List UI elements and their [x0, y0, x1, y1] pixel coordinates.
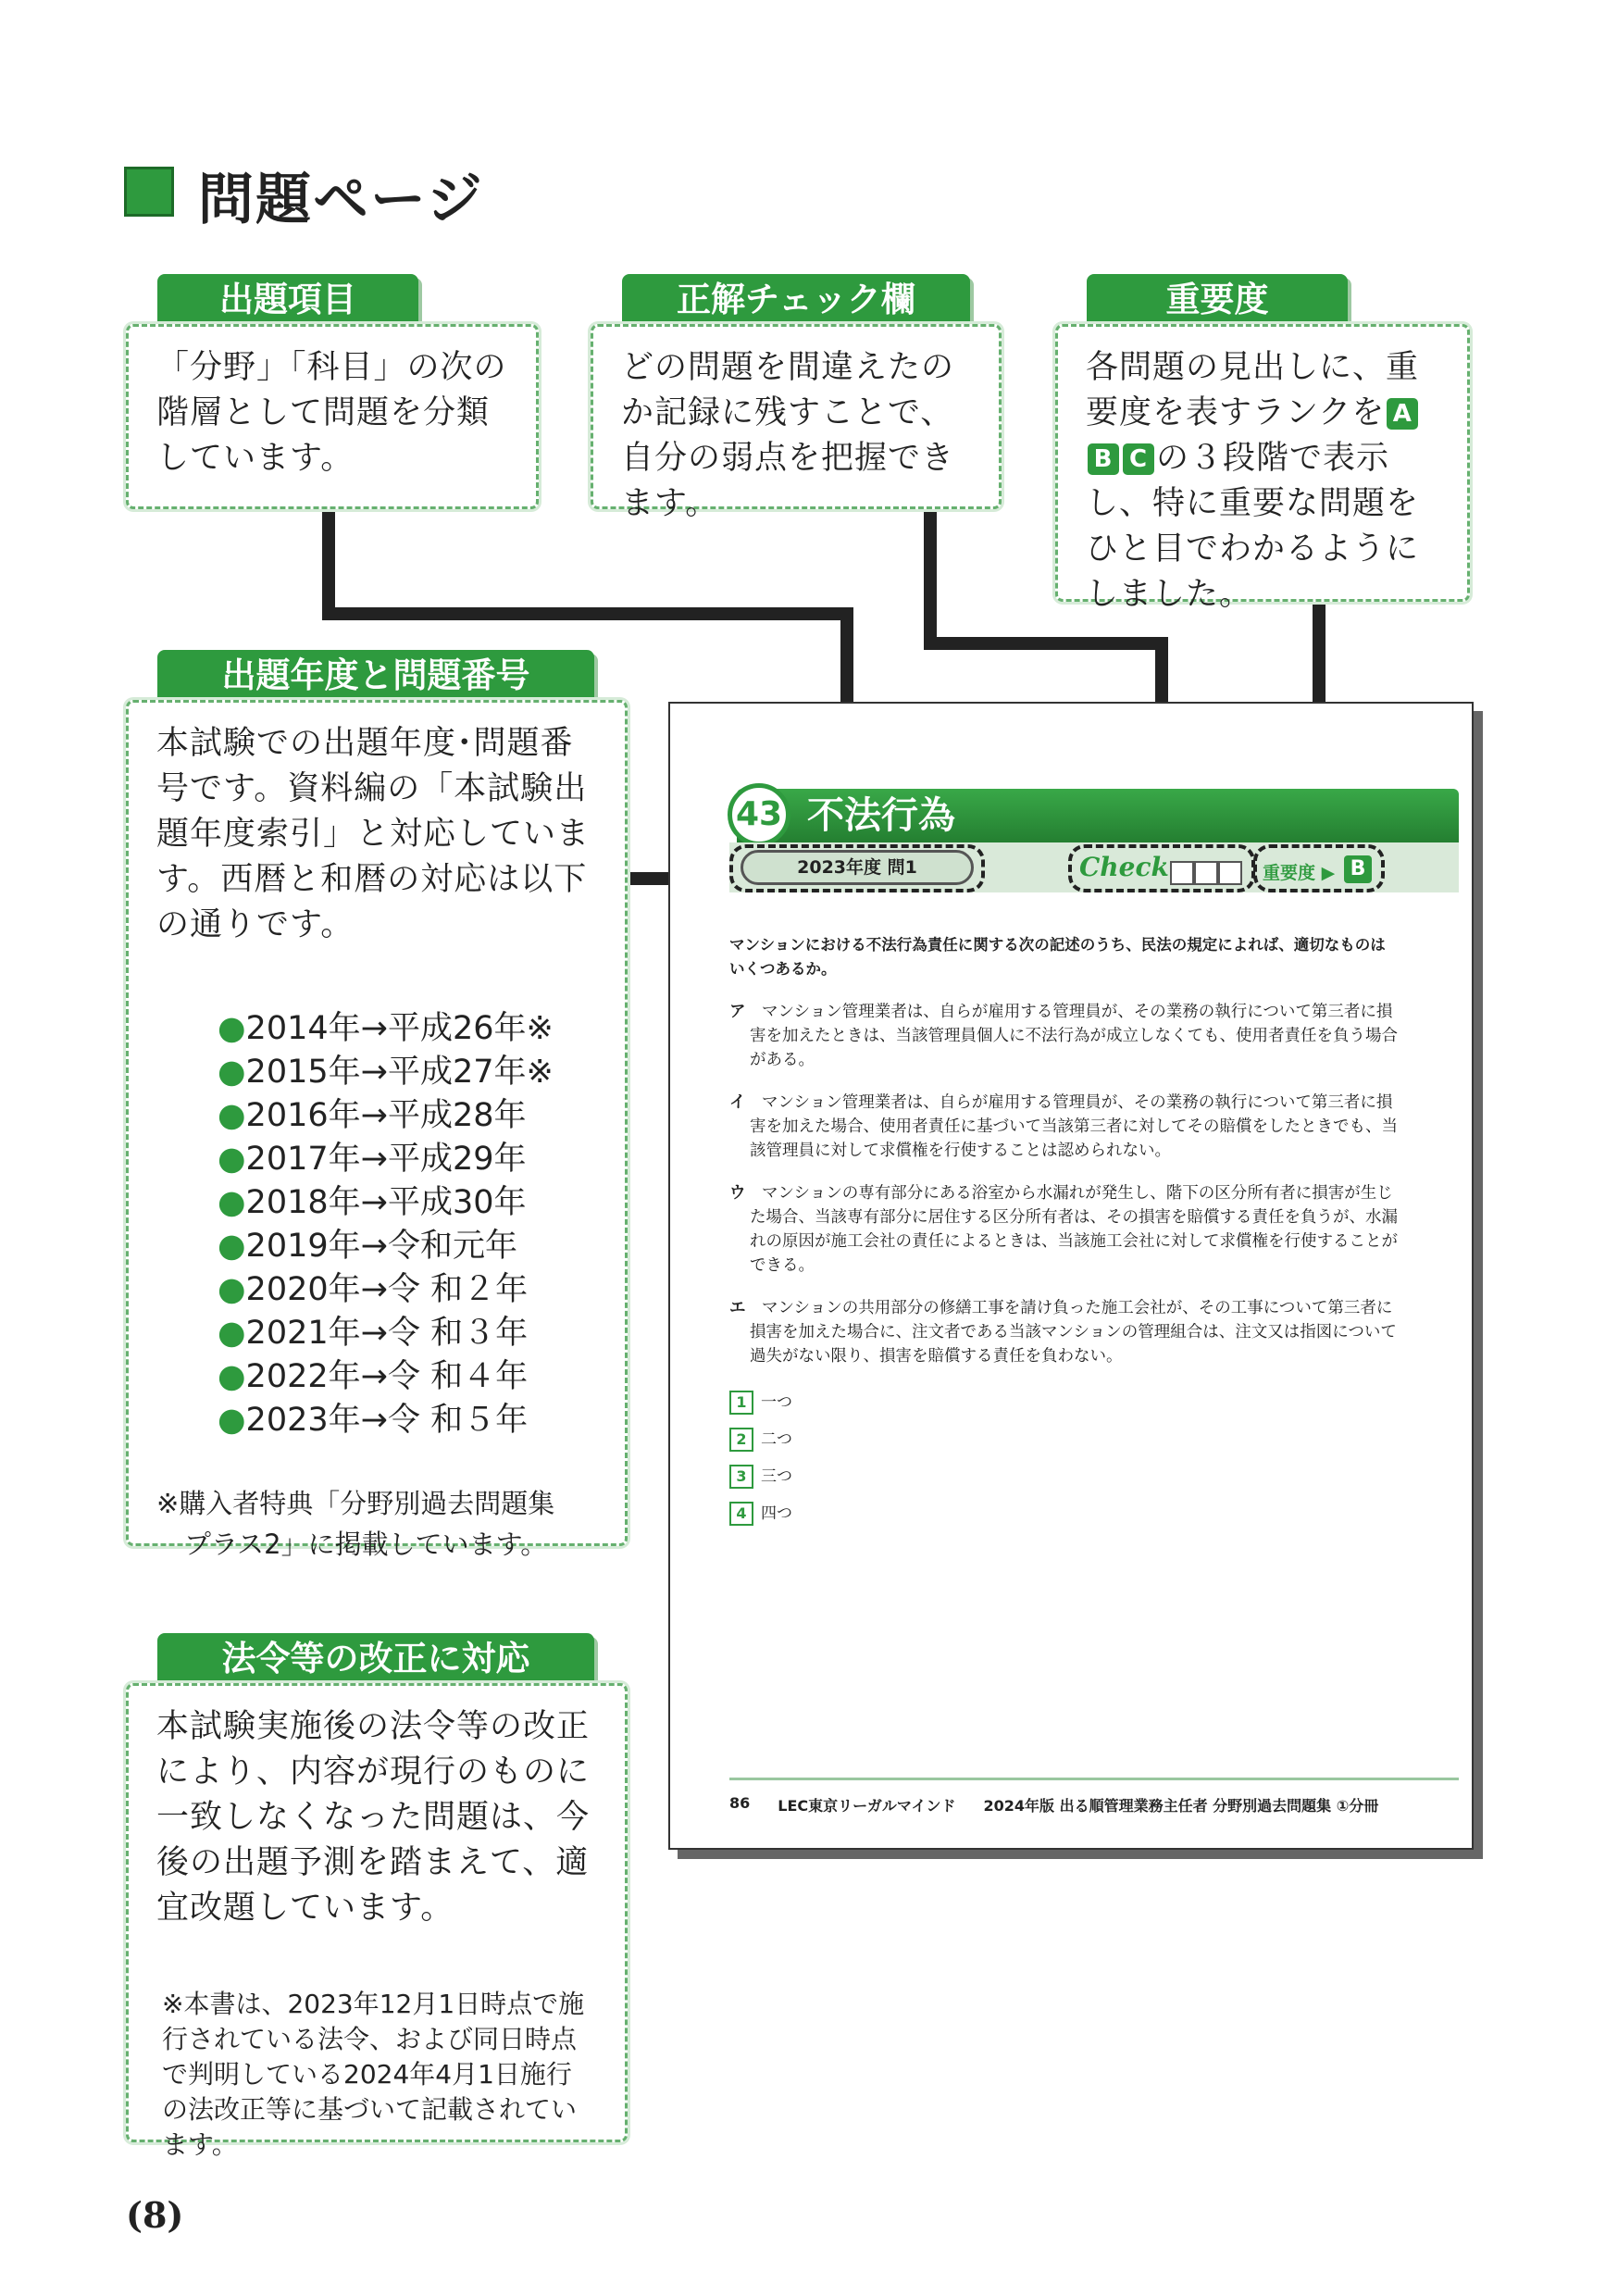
year-item: 2017年→平成29年 [245, 1141, 527, 1178]
list-item [218, 1094, 625, 1138]
option-text: マンションの専有部分にある浴室から水漏れが発生し、階下の区分所有者に損害が生じた場合、当該専有部分に居住する区分所有者は、その損害を賠償する責任を負うが、水漏れの原因が施工会社の責任によるときは、当該施工会社に対して求償権を行使することができる。 [750, 1184, 1398, 1275]
year-item: 2019年→令和元年 [245, 1228, 517, 1265]
year-badge: 2023年度 問1 [741, 850, 974, 885]
bullet-icon: ● [218, 1358, 246, 1395]
bullet-icon: ● [218, 1097, 246, 1134]
bullet-icon: ● [218, 1228, 246, 1265]
box-text [1058, 327, 1467, 636]
box-text: 本試験での出題年度･問題番号です。資料編の「本試験出題年度索引」と対応しています。西暦と和暦の対応は以下の通りです。 [156, 725, 591, 943]
connector-line [322, 509, 335, 620]
box-label: 正解チェック欄 [622, 274, 970, 326]
list-item [218, 1399, 625, 1442]
question-number: 43 [728, 783, 790, 846]
year-list [129, 1007, 625, 1442]
box-label: 法令等の改正に対応 [157, 1633, 594, 1685]
info-box-category [126, 324, 539, 509]
choice-number: 1 [729, 1391, 753, 1415]
choice-text: 四つ [761, 1504, 792, 1523]
rank-badge: B [1088, 443, 1119, 475]
note: ※本書は、2023年12月1日時点で施行されている法令、および同日時点で判明している2024年4月1日施行の法改正等に基づいて記載されています。 [162, 1989, 585, 2160]
note-line: プラス2」に掲載しています。 [184, 1529, 548, 1560]
note-line: ※購入者特典「分野別過去問題集 [156, 1488, 555, 1519]
box-text-part: 各問題の見出しに、重要度を表すランクを [1086, 349, 1420, 431]
check-label: Check [1079, 852, 1169, 882]
connector-line [924, 637, 1168, 650]
choice-number: 3 [729, 1465, 753, 1489]
choice-list [729, 1391, 1400, 1526]
footer-divider [729, 1778, 1459, 1780]
option [729, 1296, 1400, 1368]
note [129, 1442, 625, 1565]
title-marker [124, 167, 174, 217]
importance-rank: B [1344, 855, 1372, 883]
bullet-icon: ● [218, 1315, 246, 1352]
box-text: どの問題を間違えたのか記録に残すことで、自分の弱点を把握できます。 [621, 349, 955, 522]
year-item: 2015年→平成27年※ [245, 1054, 554, 1091]
list-item [218, 1355, 625, 1399]
year-item: 2021年→令 和３年 [245, 1315, 529, 1352]
sample-footer [729, 1794, 1459, 1816]
year-item: 2018年→平成30年 [245, 1184, 527, 1221]
option-mark: ウ [729, 1184, 746, 1203]
bullet-icon: ● [218, 1402, 246, 1439]
choice-text: 一つ [761, 1393, 792, 1412]
box-label: 重要度 [1087, 274, 1348, 326]
choice-item [729, 1428, 1400, 1452]
page-number: (8) [126, 2194, 184, 2236]
list-item [218, 1181, 625, 1225]
choice-text: 二つ [761, 1430, 792, 1449]
bullet-icon: ● [218, 1010, 246, 1047]
year-item: 2020年→令 和２年 [245, 1271, 529, 1308]
connector-line [322, 607, 853, 620]
option [729, 1181, 1400, 1278]
option-mark: イ [729, 1093, 746, 1112]
choice-item [729, 1465, 1400, 1489]
importance-highlight [1253, 844, 1385, 892]
box-label: 出題年度と問題番号 [157, 650, 594, 702]
list-item [218, 1268, 625, 1312]
footer-logo: LEC東京リーガルマインド [778, 1797, 956, 1815]
info-box-importance [1055, 324, 1470, 613]
question-body [729, 933, 1400, 1526]
info-box-year [126, 700, 628, 1560]
question-lead: マンションにおける不法行為責任に関する次の記述のうち、民法の規定によれば、適切なものはいくつあるか。 [729, 936, 1386, 978]
year-item: 2023年→令 和５年 [245, 1402, 529, 1439]
choice-item [729, 1502, 1400, 1526]
box-text-part: の３段階で表示し、特に重要な問題をひと目でわかるようにしました。 [1086, 440, 1420, 613]
option-text: マンション管理業者は、自らが雇用する管理員が、その業務の執行について第三者に損害を加えたときは、当該管理員個人に不法行為が成立しなくても、使用者責任を負う場合がある。 [750, 1003, 1398, 1069]
choice-text: 三つ [761, 1467, 792, 1486]
option-mark: ア [729, 1003, 746, 1021]
info-box-check [591, 324, 1002, 522]
option [729, 1000, 1400, 1072]
bullet-icon: ● [218, 1054, 246, 1091]
list-item [218, 1051, 625, 1094]
triangle-right-icon: ▶ [1321, 863, 1336, 883]
choice-number: 4 [729, 1502, 753, 1526]
list-item [218, 1312, 625, 1355]
rank-badge: C [1123, 443, 1154, 475]
sample-page [668, 702, 1474, 1850]
list-item [218, 1225, 625, 1268]
choice-item [729, 1391, 1400, 1415]
year-highlight [729, 844, 985, 892]
choice-number: 2 [729, 1428, 753, 1452]
rank-badge: A [1387, 398, 1418, 430]
list-item [218, 1007, 625, 1051]
year-item: 2014年→平成26年※ [245, 1010, 554, 1047]
importance-text: 重要度 [1263, 863, 1316, 883]
check-highlight [1068, 844, 1255, 892]
info-box-revision [126, 1683, 628, 2160]
year-item: 2022年→令 和４年 [245, 1358, 529, 1395]
page-title: 問題ページ [198, 168, 484, 232]
option-text: マンション管理業者は、自らが雇用する管理員が、その業務の執行について第三者に損害を加えた場合、使用者責任に基づいて当該第三者に対してその賠償をしたときでも、当該管理員に対して求償権を行使することは認められない。 [750, 1093, 1398, 1160]
year-item: 2016年→平成28年 [245, 1097, 527, 1134]
option [729, 1091, 1400, 1163]
option-text: マンションの共用部分の修繕工事を請け負った施工会社が、その工事について第三者に損害を加えた場合に、注文者である当該マンションの管理組合は、注文又は指図について過失がない限り、損害を賠償する責任を負わない。 [750, 1299, 1397, 1366]
list-item [218, 1138, 625, 1181]
question-title: 不法行為 [807, 794, 955, 837]
option-mark: エ [729, 1299, 746, 1317]
footer-page-number: 86 [729, 1794, 751, 1812]
box-text: 本試験実施後の法令等の改正により、内容が現行のものに一致しなくなった問題は、今後の出題予測を踏まえて、適宜改題しています。 [156, 1708, 591, 1927]
bullet-icon: ● [218, 1271, 246, 1308]
box-label: 出題項目 [157, 274, 418, 326]
box-text: 「分野」「科目」の次の階層として問題を分類しています。 [156, 349, 507, 477]
footer-title: 2024年版 出る順管理業務主任者 分野別過去問題集 ①分冊 [983, 1797, 1379, 1815]
bullet-icon: ● [218, 1184, 246, 1221]
bullet-icon: ● [218, 1141, 246, 1178]
